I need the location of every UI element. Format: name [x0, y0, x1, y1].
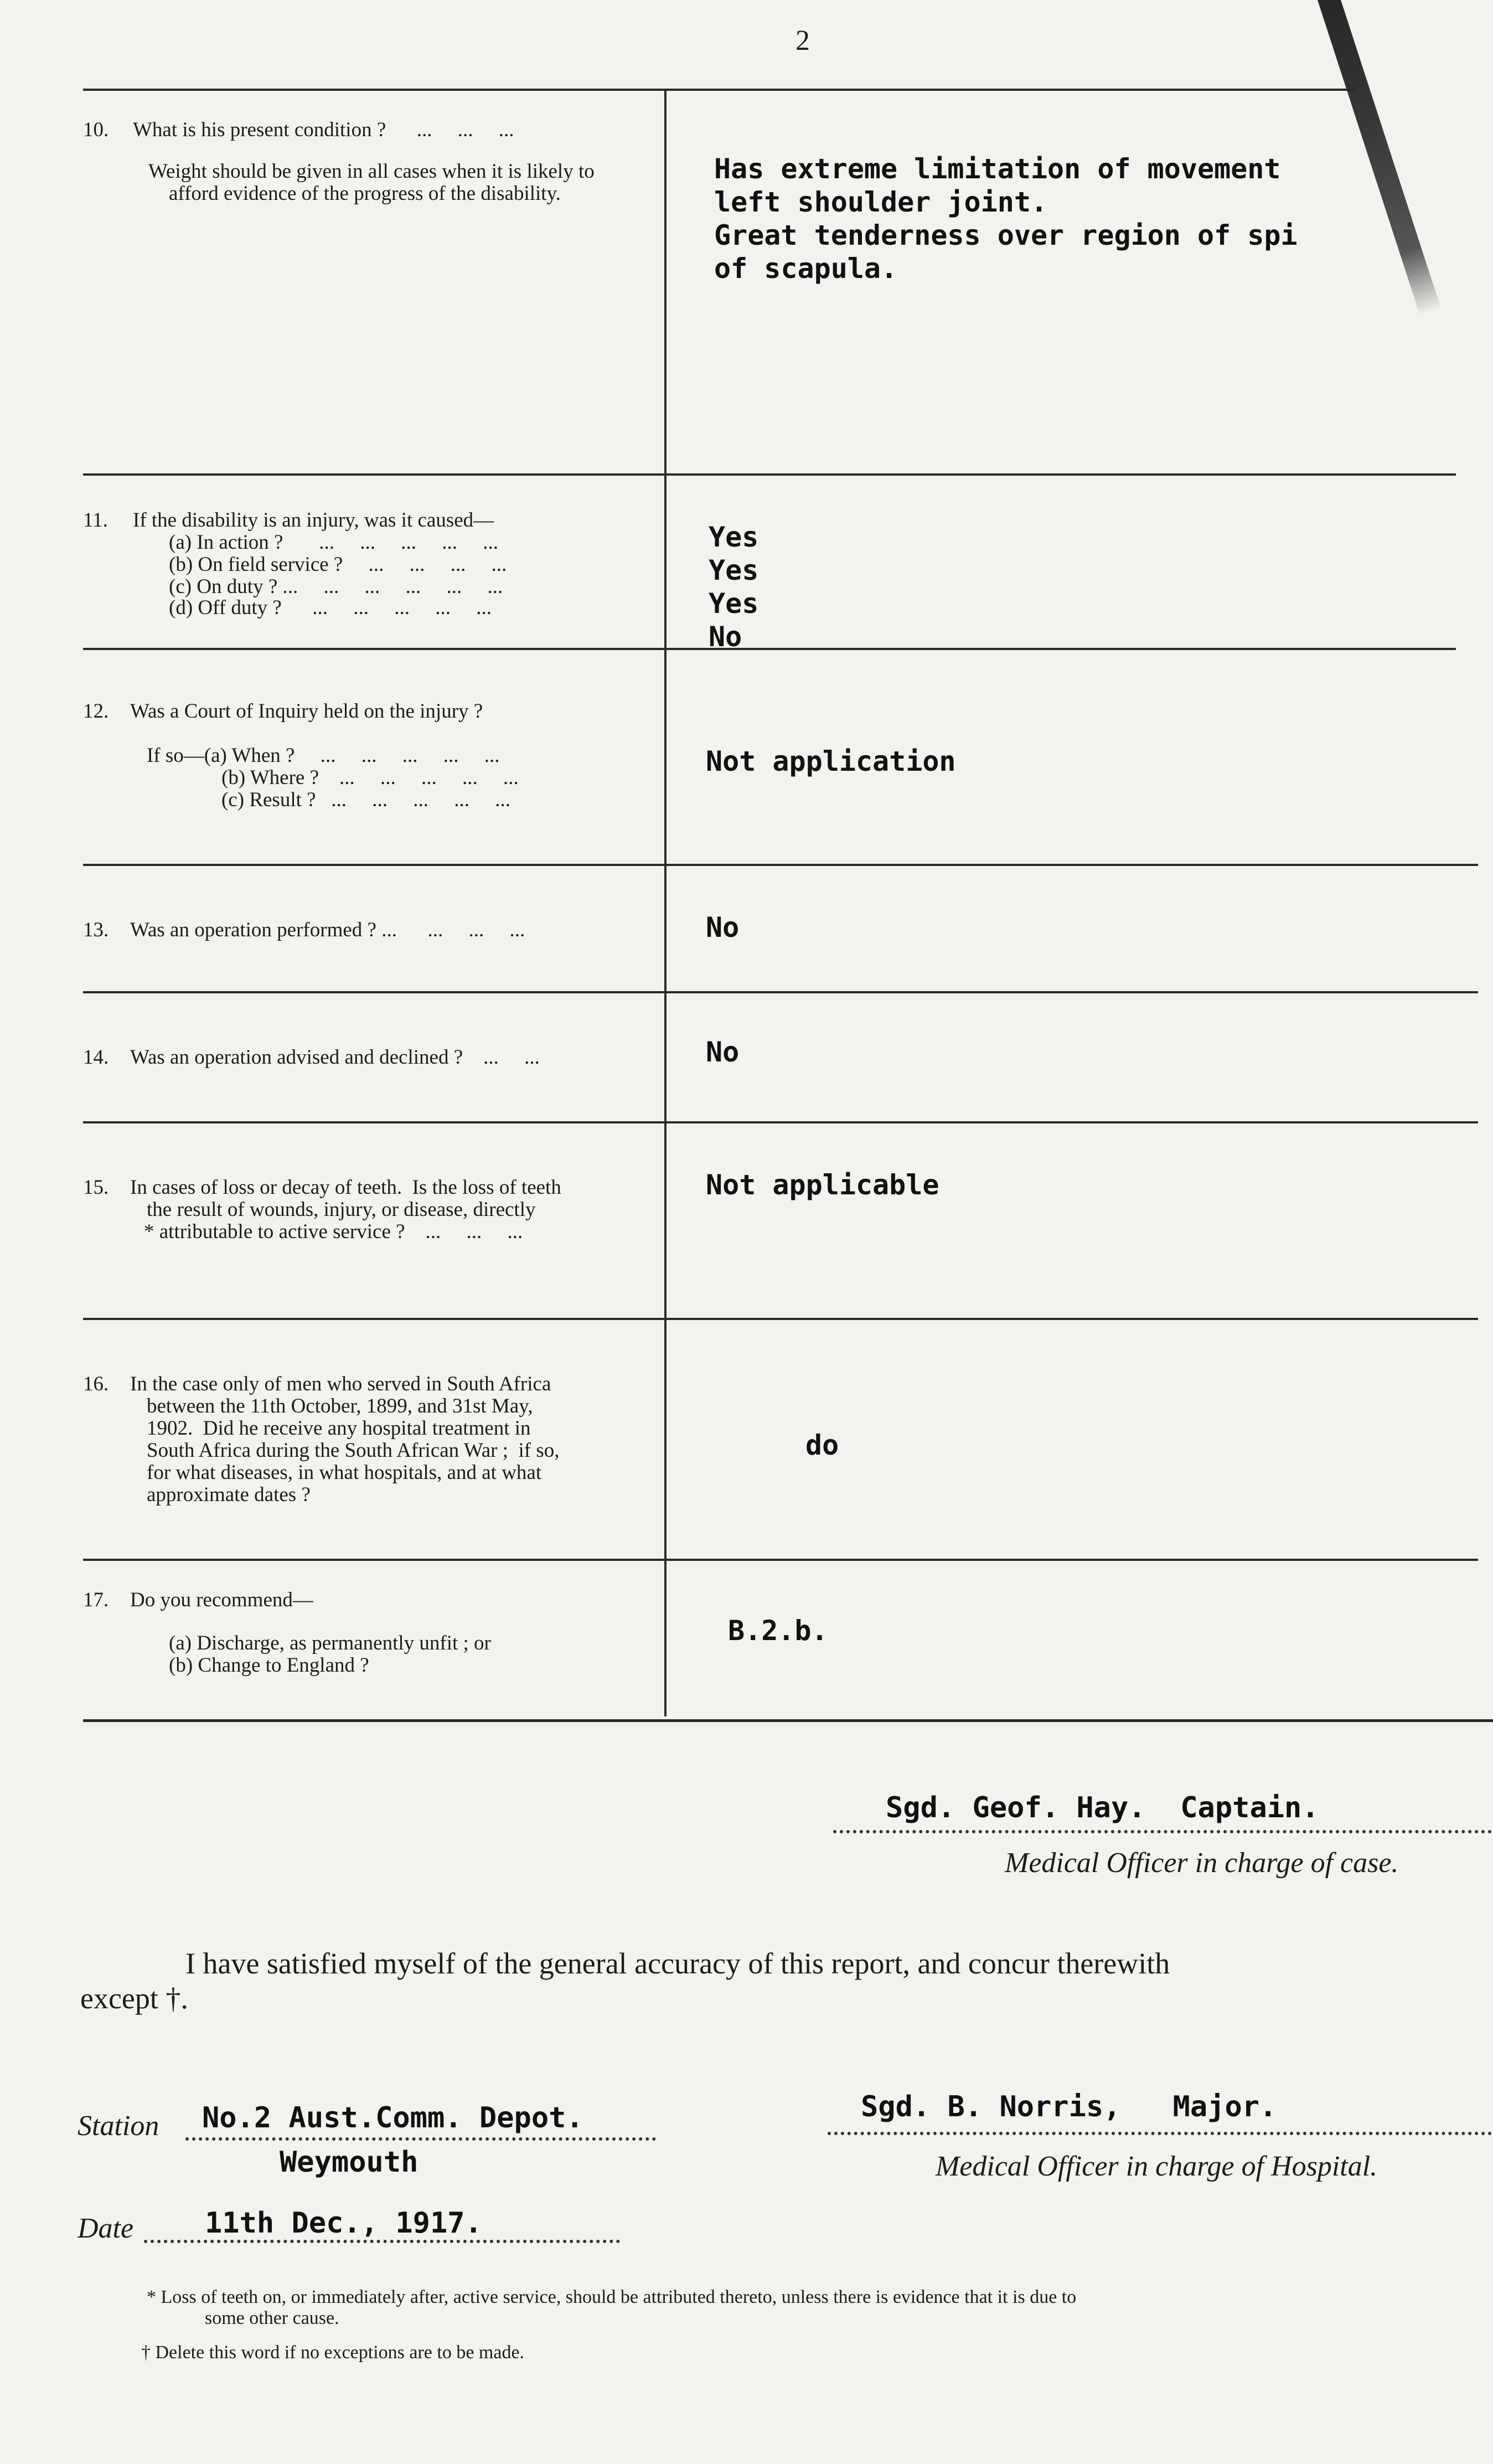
question-16-line5: for what diseases, in what hospitals, and at what — [147, 1461, 542, 1484]
station-line — [185, 2137, 656, 2141]
signature-hospital-officer-line — [828, 2132, 1492, 2135]
question-14-number: 14. — [83, 1046, 109, 1069]
answer-11-c: Yes — [709, 587, 759, 620]
concurrence-statement-line2: except †. — [80, 1982, 188, 2015]
footnote-teeth-line2: some other cause. — [205, 2308, 339, 2328]
question-14-label: Was an operation advised and declined ? ... ... — [130, 1046, 540, 1069]
question-11-sub-d: (d) Off duty ? ... ... ... ... ... — [169, 596, 492, 619]
ink-smudge — [1318, 0, 1441, 316]
question-15-line1: In cases of loss or decay of teeth. Is the loss of teeth — [130, 1176, 561, 1199]
concurrence-statement-line1: I have satisfied myself of the general accuracy of this report, and concur therewith — [185, 1947, 1170, 1980]
answer-11-b: Yes — [709, 554, 759, 586]
table-center-divider — [664, 89, 667, 1716]
row-divider-12 — [83, 864, 1478, 866]
answer-12: Not application — [706, 745, 956, 777]
row-divider-15 — [83, 1318, 1478, 1320]
answer-17: B.2.b. — [728, 1615, 828, 1647]
answer-13: No — [706, 911, 740, 944]
answer-14: No — [706, 1036, 740, 1068]
footnote-teeth-line1: * Loss of teeth on, or immediately after, active service, should be attributed thereto, unless there is evidence that it is due to — [147, 2287, 1077, 2307]
row-divider-11 — [83, 648, 1456, 650]
question-10-label: What is his present condition ? ... ... ... — [133, 118, 514, 141]
signature-hospital-officer: Sgd. B. Norris, Major. — [861, 2090, 1277, 2123]
question-11-sub-a: (a) In action ? ... ... ... ... ... — [169, 531, 498, 554]
answer-11-d: No — [709, 621, 742, 653]
question-16-line1: In the case only of men who served in South Africa — [130, 1373, 551, 1395]
date-line — [144, 2240, 620, 2243]
question-10-note-line2: afford evidence of the progress of the disability. — [169, 182, 561, 205]
station-value: No.2 Aust.Comm. Depot. — [202, 2101, 583, 2135]
question-15-line3: * attributable to active service ? ... ... ... — [144, 1220, 523, 1243]
question-16-line3: 1902. Did he receive any hospital treatment in — [147, 1417, 531, 1440]
answer-10-line3: Great tenderness over region of spi — [714, 219, 1298, 251]
answer-10-line4: of scapula. — [714, 252, 898, 285]
footnote-dagger: † Delete this word if no exceptions are to be made. — [141, 2342, 525, 2363]
answer-10-line1: Has extreme limitation of movement — [714, 153, 1281, 185]
station-value-town: Weymouth — [280, 2146, 419, 2179]
question-12-sub-a: If so—(a) When ? ... ... ... ... ... — [147, 744, 500, 767]
table-top-border — [83, 89, 1356, 91]
row-divider-16 — [83, 1559, 1478, 1561]
question-15-number: 15. — [83, 1176, 109, 1199]
question-12-sub-c: (c) Result ? ... ... ... ... ... — [221, 788, 511, 811]
question-17-sub-b: (b) Change to England ? — [169, 1654, 369, 1677]
signature-case-officer-caption: Medical Officer in charge of case. — [1005, 1847, 1399, 1879]
page-number: 2 — [795, 25, 810, 56]
date-label: Date — [78, 2213, 134, 2244]
question-13-label: Was an operation performed ? ... ... ... ... — [130, 919, 525, 941]
row-divider-13 — [83, 991, 1478, 993]
answer-11-a: Yes — [709, 521, 759, 553]
question-11-sub-c: (c) On duty ? ... ... ... ... ... ... — [169, 575, 503, 598]
question-12-label: Was a Court of Inquiry held on the injury ? — [130, 700, 483, 723]
signature-case-officer-line — [833, 1830, 1492, 1833]
question-10-number: 10. — [83, 118, 109, 141]
answer-16: do — [805, 1429, 839, 1461]
row-divider-14 — [83, 1121, 1478, 1123]
question-16-number: 16. — [83, 1373, 109, 1395]
station-label: Station — [78, 2110, 159, 2142]
question-17-sub-a: (a) Discharge, as permanently unfit ; or — [169, 1632, 491, 1654]
answer-10-line2: left shoulder joint. — [714, 186, 1048, 218]
question-13-number: 13. — [83, 919, 109, 941]
question-11-number: 11. — [83, 509, 108, 532]
answer-15: Not applicable — [706, 1169, 939, 1201]
row-divider-10 — [83, 473, 1456, 476]
question-17-label: Do you recommend— — [130, 1589, 313, 1611]
question-12-number: 12. — [83, 700, 109, 723]
question-17-number: 17. — [83, 1589, 109, 1611]
question-15-line2: the result of wounds, injury, or disease, directly — [147, 1198, 536, 1221]
table-bottom-border — [83, 1719, 1493, 1722]
question-11-label: If the disability is an injury, was it caused— — [133, 509, 494, 532]
signature-case-officer: Sgd. Geof. Hay. Captain. — [886, 1791, 1319, 1824]
question-12-sub-b: (b) Where ? ... ... ... ... ... — [221, 766, 519, 789]
question-16-line4: South Africa during the South African War ; if so, — [147, 1439, 560, 1462]
question-16-line6: approximate dates ? — [147, 1483, 311, 1506]
date-value: 11th Dec., 1917. — [205, 2207, 482, 2240]
question-10-note-line1: Weight should be given in all cases when it is likely to — [148, 160, 595, 183]
question-16-line2: between the 11th October, 1899, and 31st May, — [147, 1395, 533, 1417]
signature-hospital-officer-caption: Medical Officer in charge of Hospital. — [936, 2151, 1378, 2182]
question-11-sub-b: (b) On field service ? ... ... ... ... — [169, 553, 507, 576]
